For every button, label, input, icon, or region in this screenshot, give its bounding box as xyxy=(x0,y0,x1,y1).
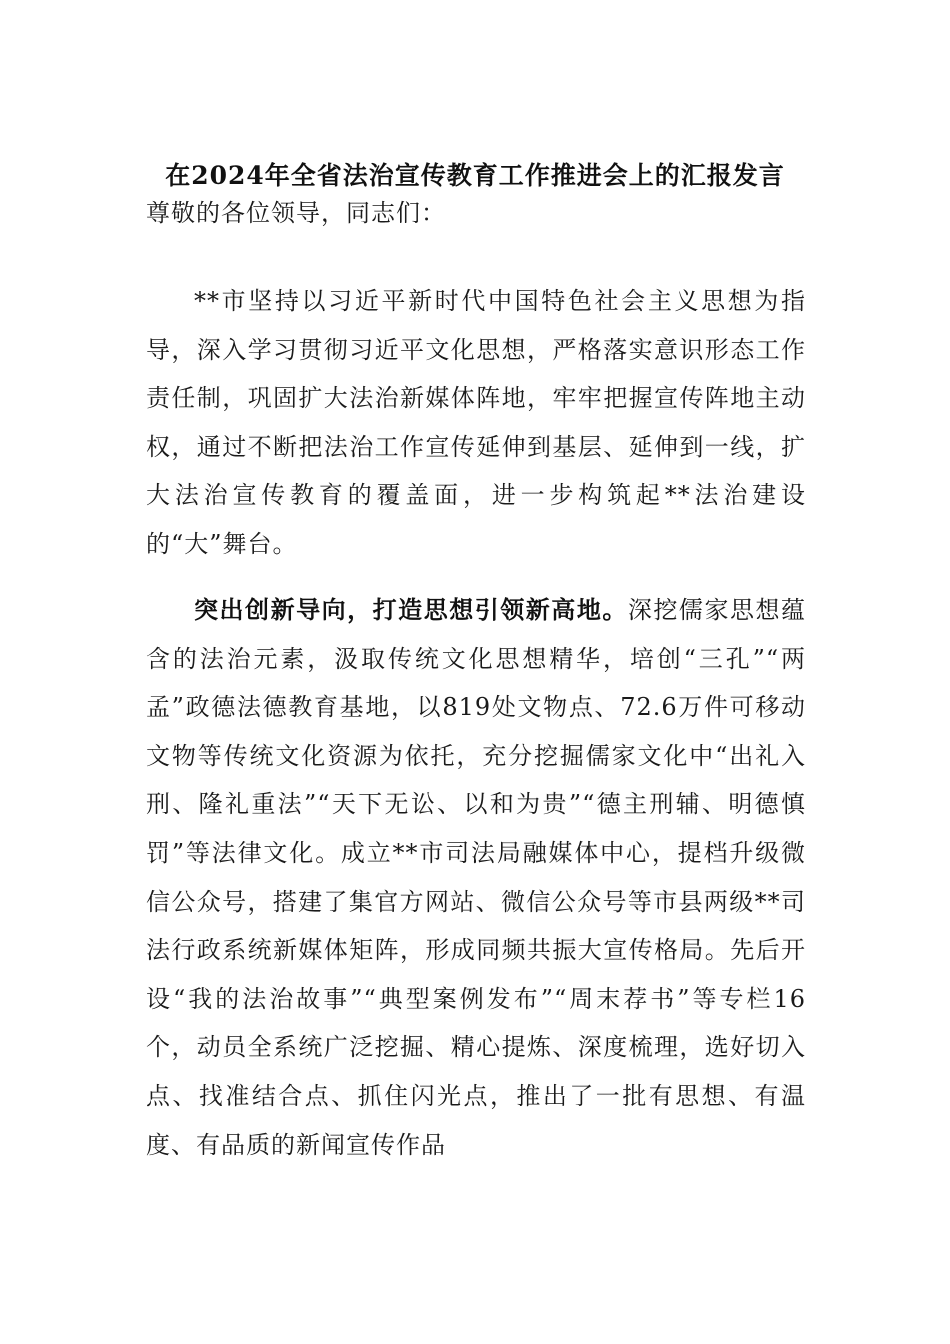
paragraph-intro xyxy=(146,277,806,569)
document-title: 在2024年全省法治宣传教育工作推进会上的汇报发言 xyxy=(165,161,785,190)
salutation: 尊敬的各位领导，同志们： xyxy=(146,199,446,227)
paragraph-text: **市坚持以习近平新时代中国特色社会主义思想为指导，深入学习贯彻习近平文化思想，严格落实意识形态工作责任制，巩固扩大法治新媒体阵地，牢牢把握宣传阵地主动权，通过不断把法治工作宣传延伸到基层、延伸到一线，扩大法治宣传教育的覆盖面，进一步构筑起**法治建设的“大”舞台。 xyxy=(146,287,806,558)
paragraph-text: 深挖儒家思想蕴含的法治元素，汲取传统文化思想精华，培创“三孔”“两孟”政德法德教育基地，以819处文物点、72.6万件可移动文物等传统文化资源为依托，充分挖掘儒家文化中“出礼入刑、隆礼重法”“天下无讼、以和为贵”“德主刑辅、明德慎罚”等法律文化。成立**市司法局融媒体中心，提档升级微信公众号，搭建了集官方网站、微信公众号等市县两级**司法行政系统新媒体矩阵，形成同频共振大宣传格局。先后开设“我的法治故事”“典型案例发布”“周末荐书”等专栏16个，动员全系统广泛挖掘、精心提炼、深度梳理，选好切入点、找准结合点、抓住闪光点，推出了一批有思想、有温度、有品质的新闻宣传作品 xyxy=(146,596,807,1159)
paragraph-lead-heading: 突出创新导向，打造思想引领新高地。 xyxy=(194,595,628,624)
paragraph-innovation xyxy=(146,586,806,1169)
